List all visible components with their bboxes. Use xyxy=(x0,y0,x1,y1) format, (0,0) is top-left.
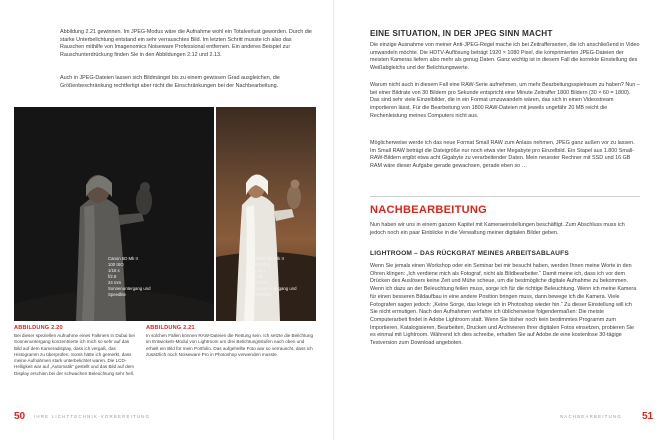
exif-camera: Canon 5D Mk II xyxy=(254,256,284,261)
situation-paragraph-1: Die einzige Ausnahme von meiner Anti-JPEG-Regel mache ich bei Zeitrafferserien, die ich anschließend in Video umwandeln möchte. Die HDTV-Auflösung beträgt 1920 × 1080 Pixel, die komprimierten JPEG-Dateien der meisten Kameras liefern also mehr als genug Daten. Ganz wichtig ist in diesem Fall die korrekte Einstellung des Weißabgleichs und der Belichtungswerte. xyxy=(370,42,640,72)
left-paragraph-2: Auch in JPEG-Dateien lassen sich Bildmängel bis zu einem gewissen Grad ausgleichen, die Größenbeschränkung rechtfertigt aber nicht die Einschränkungen bei der Nachbearbeitung. xyxy=(60,75,280,89)
exif-aperture: f/2.8 xyxy=(108,274,117,279)
situation-paragraph-2: Warum nicht auch in diesem Fall eine RAW-Serie aufnehmen, um mehr Bearbeitungsspielraum zu haben? Nun – bei einer Bildrate von 30 Bildern pro Sekunde entspricht eine Minute Zeitraffer 1800 Bildern (30 × 60 = 1800). Das sind sehr viele Einzelbilder, die in ein Format umzuwandeln wären, das sich in einen Videostream importieren lässt. Für die Bearbeitung von 1800 RAW-Dateien mit jeweils ungefähr 20 MB reicht die Rechenleistung meines Computers nicht aus. xyxy=(370,82,640,119)
exif-light: Sonnenuntergang und Speedlite xyxy=(108,286,151,297)
caption-text-2-21: In solchen Fällen können RAW-Dateien die Rettung sein. Ich setzte die Belichtung im Entwickeln-Modul von Lightroom um drei Belichtungsstufen nach oben und erhielt ein Bild für mein Portfolio. Das aufgehellte Foto war so verrauscht, dass ich zusätzlich noch Noiseware Pro in Photoshop verwenden musste. xyxy=(146,333,314,357)
caption-title-2-21: ABBILDUNG 2.21 xyxy=(146,325,195,331)
heading-jpeg-situation: EINE SITUATION, IN DER JPEG SINN MACHT xyxy=(370,29,553,38)
exif-iso: 100 ISO xyxy=(108,262,124,267)
photo1-exif-info xyxy=(108,256,152,298)
situation-paragraph-3: Möglicherweise werde ich das neue Format Small RAW zum Anlass nehmen, JPEG ganz außen vor zu lassen. Im Small RAW beträgt die Dateigröße nur noch etwa vier Megabyte pro Einzelbild. Ein Stapel aus 1.800 Small-RAW-Bildern ergibt etwa acht Gigabyte zu verarbeitender Daten. Mein neuester Rechner mit SSD und 16 GB RAM wäre dieser Aufgabe gerade gewachsen, gerade eben so … xyxy=(370,140,635,170)
exif-aperture: f/2.8 xyxy=(254,274,263,279)
caption-title-2-20: ABBILDUNG 2.20 xyxy=(14,325,63,331)
right-page xyxy=(334,0,668,440)
section-divider xyxy=(370,196,640,197)
exif-shutter: 1/15 s xyxy=(108,268,120,273)
lightroom-paragraph: Wenn Sie jemals einen Workshop oder ein Seminar bei mir besucht haben, werden Ihnen meine Worte in den Ohren klingen: „Ich verdiene mich als Fotograf, nicht als Bildbearbeiter.“ Damit meine ich, dass ich vor dem Drücken des Auslösers keine Zeit und Mühe scheue, um die bestmögliche digitale Aufnahme zu bekommen. Wenn ich dazu an der Beleuchtung feilen muss, sorge ich für die richtige Beleuchtung. Wenn ich meine Kamera für einen besseren Bildaufbau in eine andere Position bringen muss, dann bewege ich die Kamera. Viele Fotografen sagen jedoch: „Keine Sorge, das kriege ich in Photoshop wieder hin.“ Zu dieser Einstellung will ich Sie nicht ermutigen. Nach den Aufnahmen verfahre ich üblicherweise folgendermaßen: Die meiste Computerarbeit findet in Adobe Lightroom statt. Wenn Sie bisher noch kein bestimmtes Programm zum Importieren, Katalogisieren, Bearbeiten, Drucken und Archivieren Ihrer digitalen Fotos einsetzen, probieren Sie es einmal mit Lightroom. Während ich dies schreibe, erhalten Sie auf Adobe.de eine kostenlose 30-tägige Testversion zum Download angeboten. xyxy=(370,263,637,347)
running-head-right: NACHBEARBEITUNG xyxy=(560,414,622,419)
page-number-right: 51 xyxy=(642,411,654,422)
exif-focal: 24 mm xyxy=(254,280,268,285)
exif-light: Sonnenuntergang und Speedlite xyxy=(254,286,297,297)
left-paragraph-1: Abbildung 2.21 gewinnen. Im JPEG-Modus wäre die Aufnahme wohl ein Totalverlust geworden. Durch die starke Unterbelichtung entstand ein sehr verrauschtes Bild. Im letzten Schritt musste ich also das Rauschen mithilfe von Imagenomics Noiseware Professional entfernen. Ein anderes Beispiel zur Rauschunterdrückung finden Sie in den Abbildungen 2.12 und 2.13. xyxy=(60,29,312,59)
caption-text-2-20: Bei dieser speziellen Aufnahme eines Falkners in Dubai bei Sonnenuntergang konzentrierte ich mich so sehr auf das Bild auf dem Kameradisplay, dass ich vergaß, das Histogramm zu überprüfen. Somit hätte ich gemerkt, dass meine Aufnahmen stark unterbelichtet waren. Die LCD-Helligkeit war auf „Automatik“ gestellt und das Bild auf dem Display erschien bei der schwachen Beleuchtung sehr hell. xyxy=(14,333,135,376)
heading-nachbearbeitung: NACHBEARBEITUNG xyxy=(370,204,487,216)
heading-lightroom: LIGHTROOM – DAS RÜCKGRAT MEINES ARBEITSABLAUFS xyxy=(370,250,569,257)
exif-focal: 24 mm xyxy=(108,280,122,285)
running-head-left: IHRE LICHTTECHNIK-VORBEREITUNG xyxy=(34,414,151,419)
exif-iso: 100 ISO xyxy=(254,262,270,267)
photo2-exif-info xyxy=(254,256,298,298)
exif-camera: Canon 5D Mk II xyxy=(108,256,138,261)
page-number-left: 50 xyxy=(14,411,26,422)
nachbearbeitung-paragraph: Nun haben wir uns in einem ganzen Kapitel mit Kameraeinstellungen beschäftigt. Zum Abschluss muss ich jedoch noch ein paar Einblicke in die Verwaltung meiner digitalen Bilder geben. xyxy=(370,222,625,236)
exif-shutter: 1/15 s xyxy=(254,268,266,273)
